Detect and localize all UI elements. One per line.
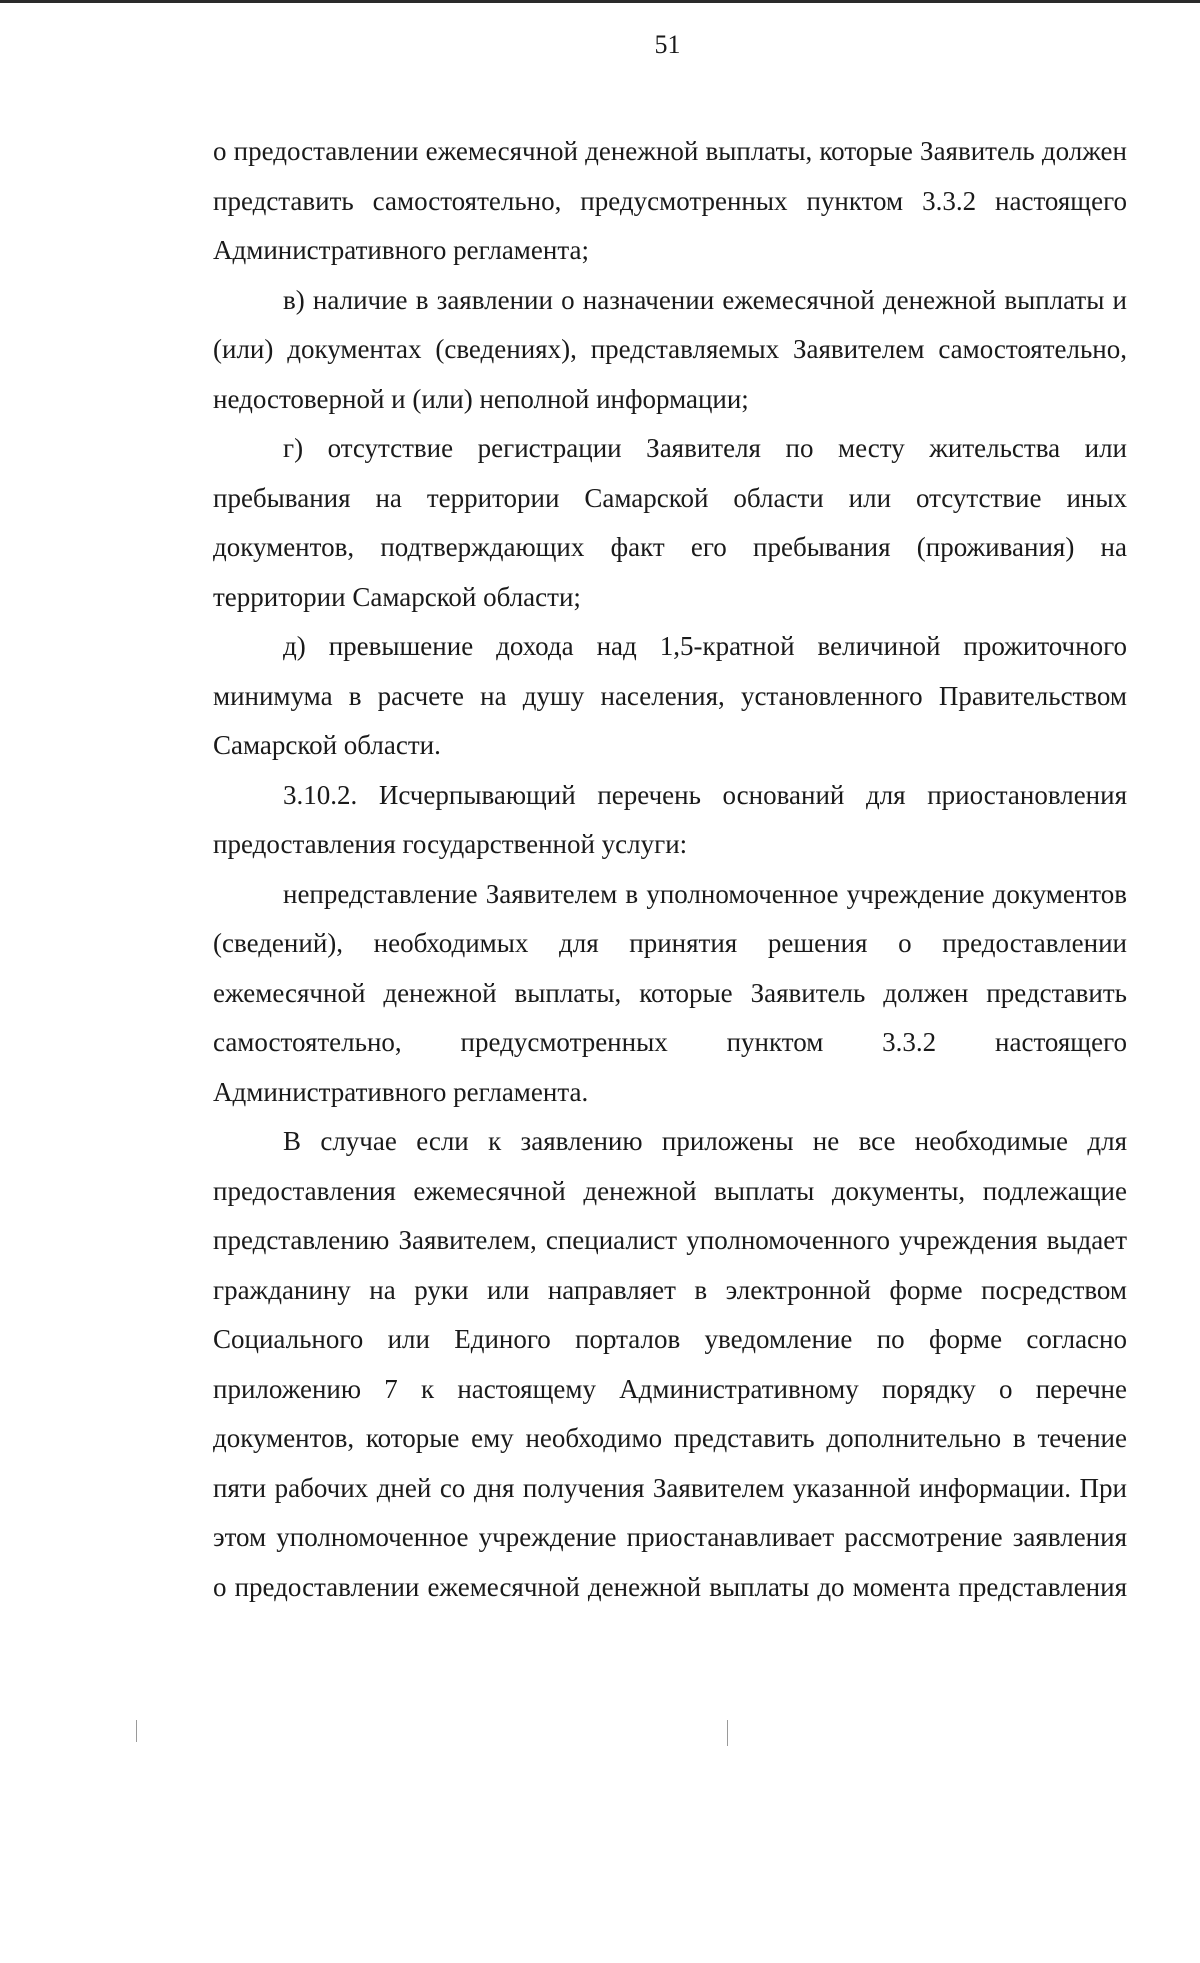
paragraph-item-g: г) отсутствие регистрации Заявителя по месту жительства или пребывания на территории Самарской области или отсутствие иных документов, подтверждающих факт его пребывания (проживания) на территории Самарской области; <box>213 433 1127 612</box>
paragraph-incomplete-documents: В случае если к заявлению приложены не все необходимые для предоставления ежемесячной денежной выплаты документы, подлежащие представлению Заявителем, специалист уполномоченного учреждения выдает гражданину на руки или направляет в электронной форме посредством Социального или Единого порталов уведомление по форме согласно приложению 7 к настоящему Административному порядку о перечне документов, которые ему необходимо представить дополнительно в течение пяти рабочих дней со дня получения Заявителем указанной информации. При этом уполномоченное учреждение приостанавливает рассмотрение заявления о предоставлении ежемесячной денежной выплаты до момента представления <box>213 1126 1127 1602</box>
document-body <box>213 127 1127 1612</box>
paragraph-continuation: о предоставлении ежемесячной денежной выплаты, которые Заявитель должен представить самостоятельно, предусмотренных пунктом 3.3.2 настоящего Административного регламента; <box>213 136 1127 265</box>
scan-top-border <box>0 0 1200 3</box>
scan-artifact-left <box>136 1720 137 1742</box>
paragraph-item-d: д) превышение дохода над 1,5-кратной величиной прожиточного минимума в расчете на душу населения, установленного Правительством Самарской области. <box>213 631 1127 760</box>
scan-artifact-center <box>727 1720 728 1746</box>
paragraph-suspension-ground: непредставление Заявителем в уполномоченное учреждение документов (сведений), необходимых для принятия решения о предоставлении ежемесячной денежной выплаты, которые Заявитель должен представить самостоятельно, предусмотренных пунктом 3.3.2 настоящего Административного регламента. <box>213 878 1127 1107</box>
paragraph-section-3-10-2: 3.10.2. Исчерпывающий перечень оснований для приостановления предоставления государственной услуги: <box>213 779 1127 859</box>
page-number: 51 <box>654 30 681 59</box>
paragraph-item-v: в) наличие в заявлении о назначении ежемесячной денежной выплаты и (или) документах (сведениях), представляемых Заявителем самостоятельно, недостоверной и (или) неполной информации; <box>213 284 1127 414</box>
